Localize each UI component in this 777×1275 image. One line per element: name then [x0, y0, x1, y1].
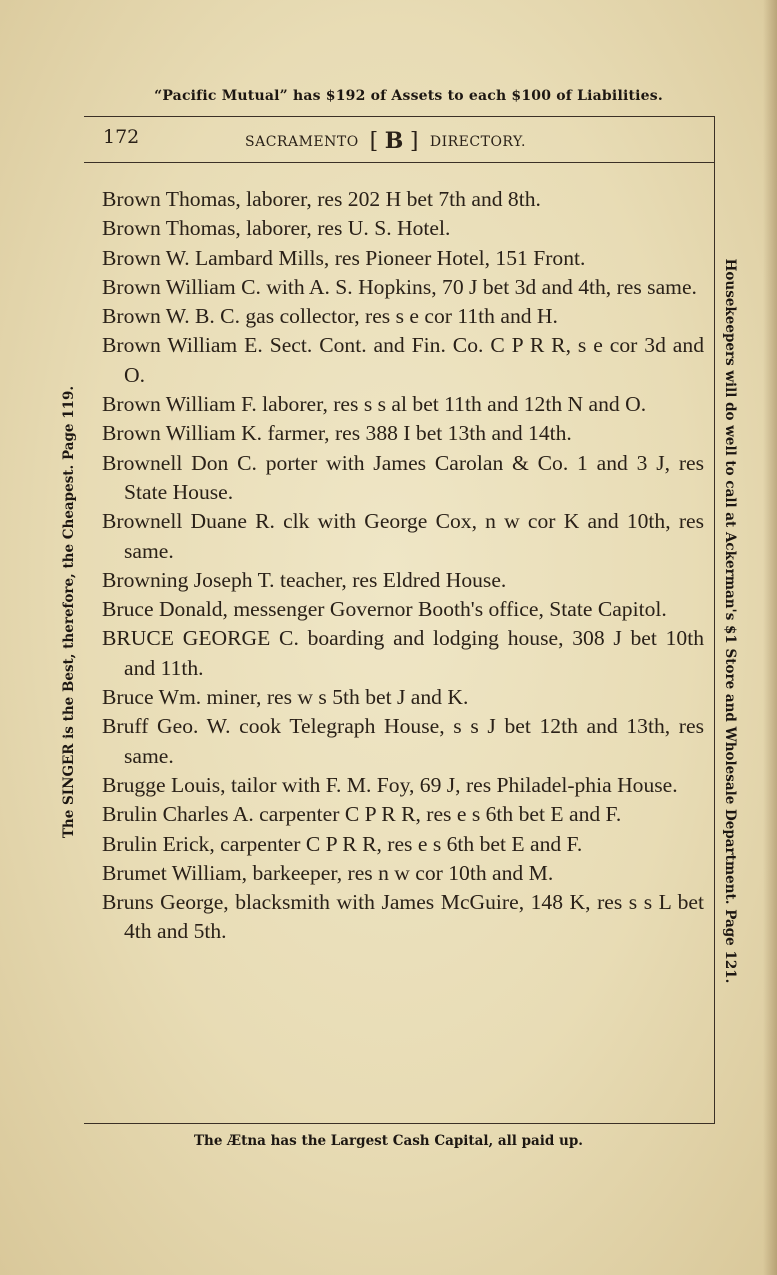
header-letter: B: [384, 128, 404, 154]
header-bracket-open: [: [369, 129, 379, 154]
directory-entry: Brownell Don C. porter with James Carolan & Co. 1 and 3 J, res State House.: [102, 450, 704, 504]
directory-entry: Brown W. Lambard Mills, res Pioneer Hotel, 151 Front.: [102, 245, 586, 270]
header-city: SACRAMENTO: [245, 134, 359, 150]
left-margin-advertisement-text: The SINGER is the Best, therefore, the Cheapest. Page 119.: [61, 385, 77, 839]
directory-entries: [102, 185, 704, 947]
directory-entry: Brugge Louis, tailor with F. M. Foy, 69 J, res Philadel-phia House.: [102, 772, 678, 797]
bottom-advertisement: The Ætna has the Largest Cash Capital, all paid up.: [193, 1133, 584, 1149]
directory-entry: Bruns George, blacksmith with James McGuire, 148 K, res s s L bet 4th and 5th.: [102, 890, 704, 944]
directory-entry: Brown W. B. C. gas collector, res s e cor 11th and H.: [102, 304, 558, 329]
page-number: 172: [103, 126, 140, 148]
directory-entry: Brownell Duane R. clk with George Cox, n w cor K and 10th, res same.: [102, 509, 704, 563]
top-advertisement: “Pacific Mutual” has $192 of Assets to each $100 of Liabilities.: [154, 88, 663, 104]
running-header: [245, 126, 585, 152]
right-margin-advertisement-text: Housekeepers will do well to call at Ackerman's $1 Store and Wholesale Department. Page 121.: [722, 258, 738, 984]
directory-entry: BRUCE GEORGE C. boarding and lodging house, 308 J bet 10th and 11th.: [102, 626, 704, 680]
header-rule: [84, 162, 715, 163]
right-margin-advertisement: [720, 196, 740, 1046]
directory-entry: Brown Thomas, laborer, res 202 H bet 7th and 8th.: [102, 187, 541, 211]
directory-entry: Bruce Donald, messenger Governor Booth's office, State Capitol.: [102, 597, 667, 622]
directory-entry: Bruff Geo. W. cook Telegraph House, s s J bet 12th and 13th, res same.: [102, 714, 704, 768]
directory-entry: Brulin Charles A. carpenter C P R R, res e s 6th bet E and F.: [102, 802, 622, 827]
directory-entry: Bruce Wm. miner, res w s 5th bet J and K.: [102, 685, 469, 710]
directory-entry: Brown William E. Sect. Cont. and Fin. Co. C P R R, s e cor 3d and O.: [102, 333, 704, 387]
directory-entry: Brown William F. laborer, res s s al bet 11th and 12th N and O.: [102, 392, 647, 417]
directory-entry: Brown William C. with A. S. Hopkins, 70 J bet 3d and 4th, res same.: [102, 274, 697, 299]
directory-entry: Brown William K. farmer, res 388 I bet 13th and 14th.: [102, 421, 572, 446]
directory-entry: Brown Thomas, laborer, res U. S. Hotel.: [102, 216, 451, 241]
directory-entry: Brulin Erick, carpenter C P R R, res e s 6th bet E and F.: [102, 831, 583, 856]
directory-entry: Browning Joseph T. teacher, res Eldred House.: [102, 567, 507, 592]
left-margin-advertisement: [59, 322, 79, 902]
header-title: DIRECTORY.: [429, 134, 526, 150]
page-edge-shadow: [763, 0, 777, 1275]
header-bracket-close: ]: [409, 129, 419, 154]
directory-entry: Brumet William, barkeeper, res n w cor 10th and M.: [102, 860, 554, 885]
